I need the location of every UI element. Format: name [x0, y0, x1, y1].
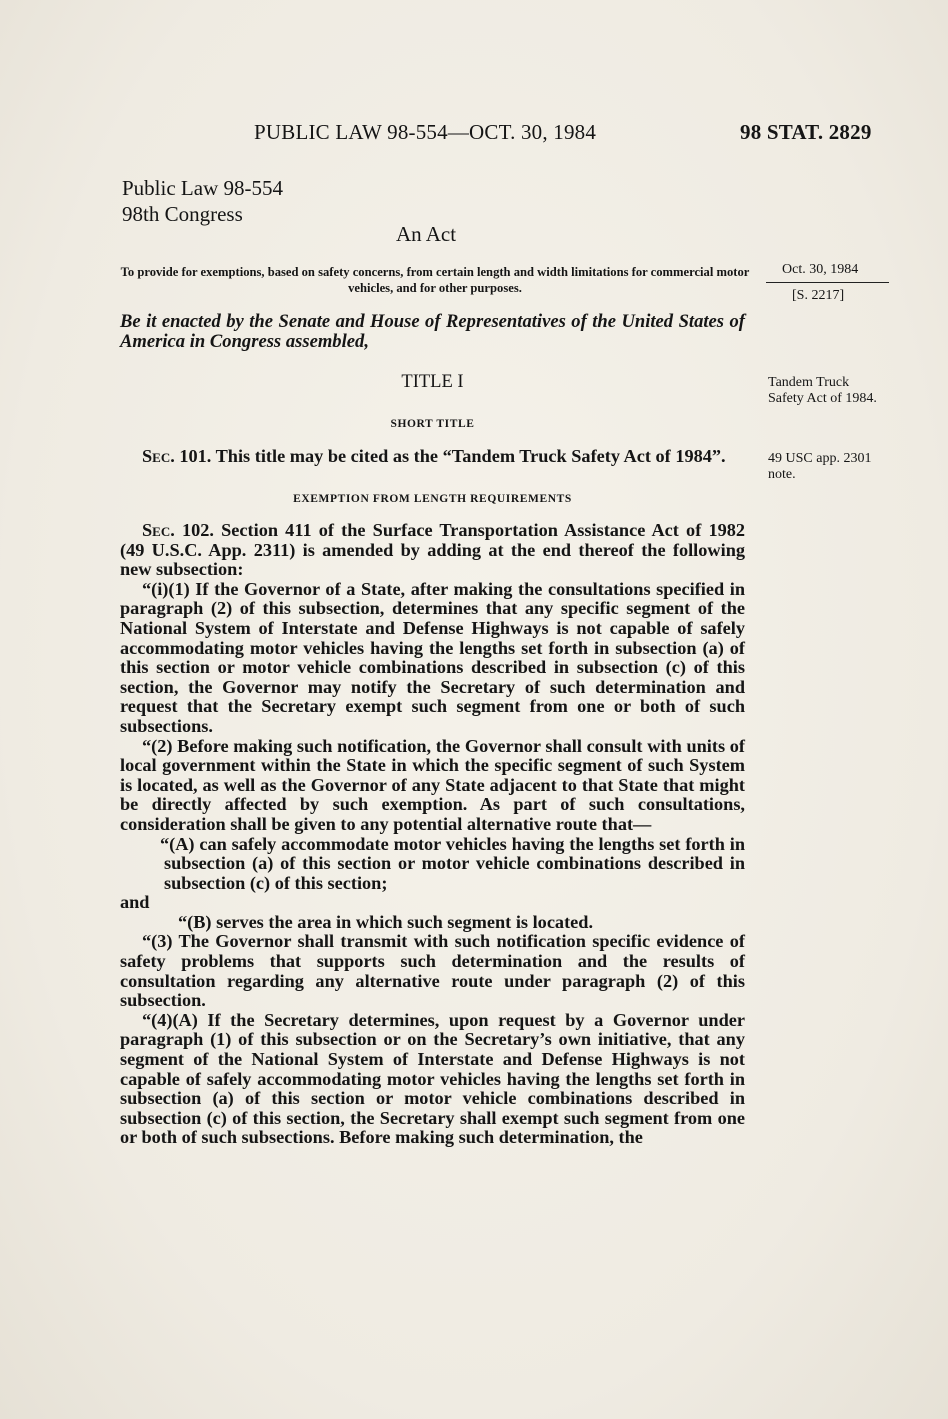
congress-number: 98th Congress [122, 202, 243, 226]
subparagraph-a-continuation: and [120, 892, 150, 913]
margin-note-bill-number: [S. 2217] [792, 288, 845, 303]
long-title: To provide for exemptions, based on safety concerns, from certain length and width limitations for commercial motor vehicles, and for other purposes. [120, 265, 750, 295]
margin-note-divider [766, 282, 889, 283]
running-head-right: 98 STAT. 2829 [740, 120, 872, 144]
public-law-number: Public Law 98-554 [122, 176, 283, 200]
title-heading: TITLE I [401, 372, 464, 392]
paragraph-3: “(3) The Governor shall transmit with such notification specific evidence of safety problems that supports such determination and the results of consultation regarding any alternative route under paragraph (2) of this subsection. [120, 931, 745, 1011]
exemption-heading: EXEMPTION FROM LENGTH REQUIREMENTS [293, 493, 572, 505]
section-102-intro: Section 411 of the Surface Transportation Assistance Act of 1982 (49 U.S.C. App. 2311) is amended by adding at the end thereof the following new subsection: [120, 520, 746, 580]
margin-note-short-title: Tandem Truck Safety Act of 1984. [768, 375, 877, 406]
section-102 [120, 521, 745, 1148]
act-title: An Act [396, 222, 457, 246]
section-101-label: Sec. 101. [142, 446, 212, 466]
enacting-clause: Be it enacted by the Senate and House of Representatives of the United States of America in Congress assembled, [120, 311, 745, 352]
paragraph-i-1: “(i)(1) If the Governor of a State, after making the consultations specified in paragraph (2) of this subsection, determines that any specific segment of the National System of Interstate and Defense Highways is not capable of safely accommodating motor vehicles having the lengths set forth in subsection (a) of this section or motor vehicle combinations described in subsection (c) of this section, the Governor may notify the Secretary of such determination and request that the Secretary exempt such segment from one or both of such subsections. [120, 578, 745, 736]
section-102-label: Sec. 102. [142, 520, 214, 540]
section-101-text: This title may be cited as the “Tandem Truck Safety Act of 1984”. [215, 446, 726, 466]
running-head-left: PUBLIC LAW 98-554—OCT. 30, 1984 [254, 120, 597, 144]
paragraph-2: “(2) Before making such notification, the Governor shall consult with units of local government within the State in which the specific segment of such System is located, as well as the Governor of any State adjacent to that State that might be directly affected by such exemption. As part of such consultations, consideration shall be given to any potential alternative route that— [120, 735, 745, 834]
subparagraph-a: “(A) can safely accommodate motor vehicles having the lengths set forth in subsection (a) of this section or motor vehicle combinations described in subsection (c) of this section; [160, 833, 745, 893]
short-title-heading: SHORT TITLE [390, 418, 475, 430]
margin-note-usc-citation: 49 USC app. 2301 note. [768, 451, 872, 482]
subparagraph-b: “(B) serves the area in which such segment is located. [178, 911, 594, 932]
section-101 [120, 447, 745, 467]
paragraph-4-a: “(4)(A) If the Secretary determines, upon request by a Governor under paragraph (1) of this subsection or on the Secretary’s own initiative, that any segment of the National System of Interstate and Defense Highways is not capable of safely accommodating motor vehicles having the lengths set forth in subsection (a) of this section or motor vehicle combinations described in subsection (c) of this section, the Secretary shall exempt such segment from one or both of such subsections. Before making such determination, the [120, 1009, 745, 1148]
margin-note-date: Oct. 30, 1984 [782, 262, 859, 277]
